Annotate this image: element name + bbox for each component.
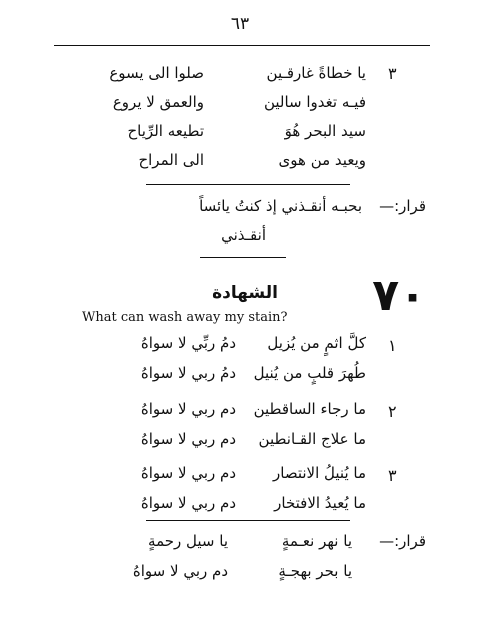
- verse-line-right: ما رجاء الساقطين: [253, 400, 366, 418]
- verse-line-left: دم ربي لا سواهُ: [140, 400, 236, 418]
- verse-line-left: والعمق لا يروع: [112, 93, 204, 111]
- verse-line-right: يا خطاةً غارقـين: [266, 64, 366, 82]
- verse-line-right: ويعيد من هوى: [278, 151, 366, 169]
- refrain-line: يا بحر بهجـةٍ: [278, 562, 352, 580]
- refrain-label: قرار:—: [379, 197, 426, 215]
- refrain-line: أنقـذني: [221, 226, 266, 244]
- stanza-number: ٣: [388, 64, 397, 83]
- verse-line-left: دم ربي لا سواهُ: [140, 430, 236, 448]
- refrain-label: قرار:—: [379, 532, 426, 550]
- verse-line-left: دمُ ربي لا سواهُ: [140, 364, 236, 382]
- hymn-title: الشهادة: [212, 283, 278, 303]
- verse-line-left: صلوا الى يسوع: [109, 64, 204, 82]
- divider-rule: [146, 520, 350, 521]
- verse-line-right: سيد البحر هُوَ: [284, 122, 366, 140]
- verse-line-left: دمُ ربِّي لا سواهُ: [140, 334, 236, 352]
- top-rule: [54, 45, 430, 46]
- verse-line-right: كلَّ اثمٍ من يُزيل: [267, 334, 366, 352]
- refrain-line: يا نهر نعـمةٍ: [281, 532, 352, 550]
- verse-line-right: ما يُعيدُ الافتخار: [274, 494, 366, 512]
- section-rule: [200, 257, 286, 258]
- verse-line-left: دم ربي لا سواهُ: [140, 494, 236, 512]
- page-number: ٦٣: [230, 14, 250, 34]
- verse-line-right: ما علاج القـانطين: [258, 430, 366, 448]
- stanza-number: ١: [388, 336, 397, 355]
- refrain-line: يا سيل رحمةٍ: [148, 532, 228, 550]
- hymn-number: ٧٠: [372, 270, 426, 321]
- refrain-line: بحبـه أنقـذني إذ كنتُ يائساً: [199, 197, 362, 215]
- stanza-number: ٣: [388, 466, 397, 485]
- verse-line-left: الى المراح: [138, 151, 204, 169]
- verse-line-left: دم ربي لا سواهُ: [140, 464, 236, 482]
- verse-line-right: ما يُنيلُ الانتصار: [273, 464, 366, 482]
- verse-line-right: فيـه تغدوا سالين: [263, 93, 366, 111]
- verse-line-left: تطيعه الرِّياح: [127, 122, 204, 140]
- english-title: What can wash away my stain?: [82, 310, 288, 325]
- divider-rule: [146, 184, 350, 185]
- stanza-number: ٢: [388, 402, 397, 421]
- refrain-line: دم ربي لا سواهُ: [132, 562, 228, 580]
- verse-line-right: طُهرَ قلبٍ من يُنيل: [253, 364, 366, 382]
